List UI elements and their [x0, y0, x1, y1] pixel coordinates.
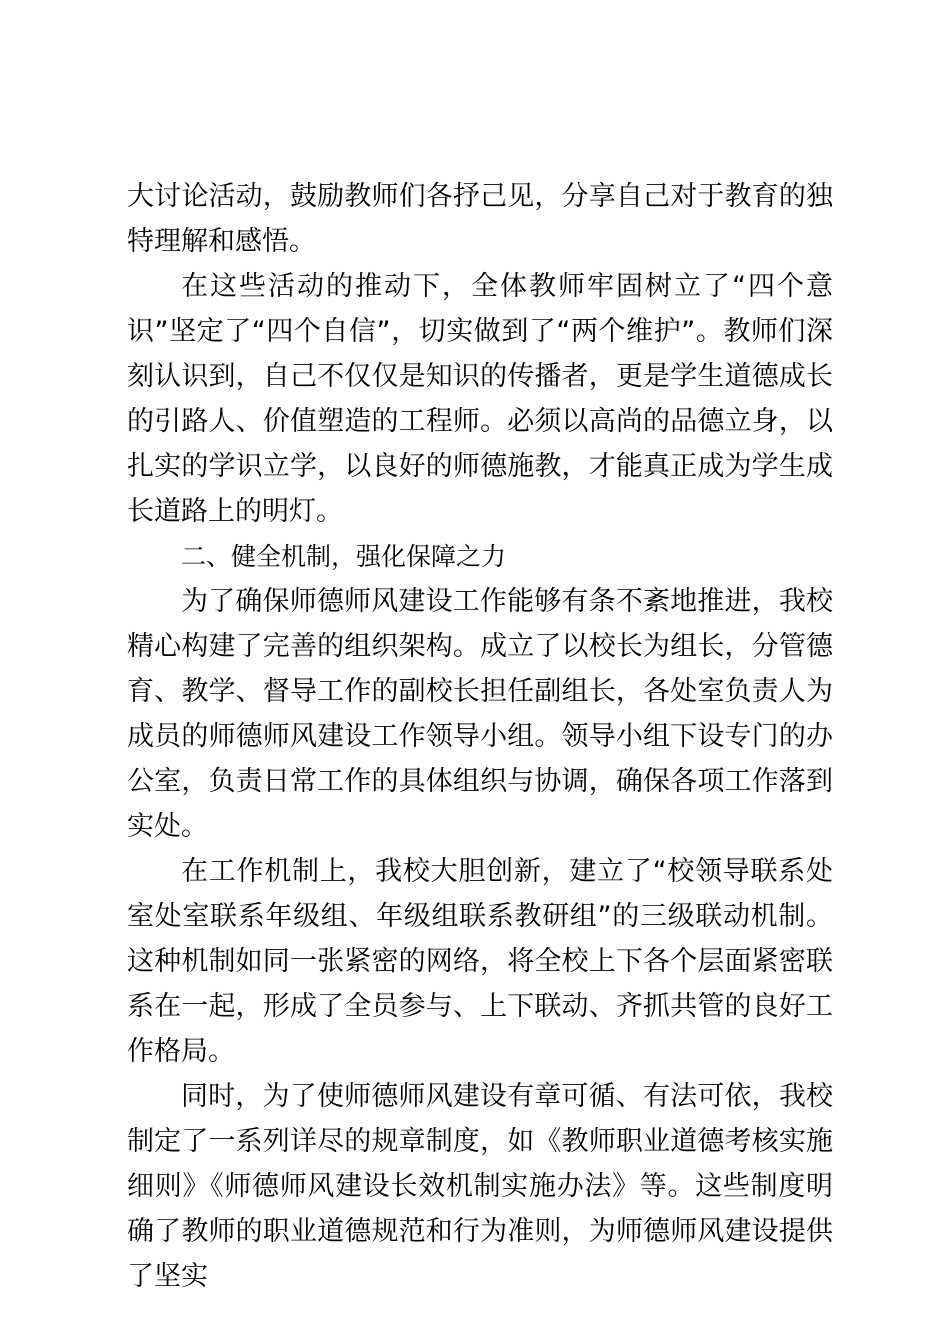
paragraph: 为了确保师德师风建设工作能够有条不紊地推进，我校精心构建了完善的组织架构。成立了以校长为组长，分管德育、教学、督导工作的副校长担任副组长，各处室负责人为成员的师德师风建设工作领导小组。领导小组下设专门的办公室，负责日常工作的具体组织与协调，确保各项工作落到实处。: [127, 586, 833, 842]
paragraph: 在这些活动的推动下，全体教师牢固树立了“四个意识”坚定了“四个自信”，切实做到了“两个维护”。教师们深刻认识到，自己不仅仅是知识的传播者，更是学生道德成长的引路人、价值塑造的工程师。必须以高尚的品德立身，以扎实的学识立学，以良好的师德施教，才能真正成为学生成长道路上的明灯。: [127, 271, 833, 527]
paragraph: 同时，为了使师德师风建设有章可循、有法可依，我校制定了一系列详尽的规章制度，如《教师职业道德考核实施细则》《师德师风建设长效机制实施办法》等。这些制度明确了教师的职业道德规范和行为准则，为师德师风建设提供了坚实: [127, 1081, 833, 1292]
document-body: [127, 174, 833, 1299]
section-heading: 二、健全机制，强化保障之力: [181, 542, 507, 571]
paragraph: 在工作机制上，我校大胆创新，建立了“校领导联系处室处室联系年级组、年级组联系教研组”的三级联动机制。这种机制如同一张紧密的网络，将全校上下各个层面紧密联系在一起，形成了全员参与、上下联动、齐抓共管的良好工作格局。: [127, 856, 833, 1067]
paragraph-continuation: 大讨论活动，鼓励教师们各抒己见，分享自己对于教育的独特理解和感悟。: [127, 181, 833, 257]
